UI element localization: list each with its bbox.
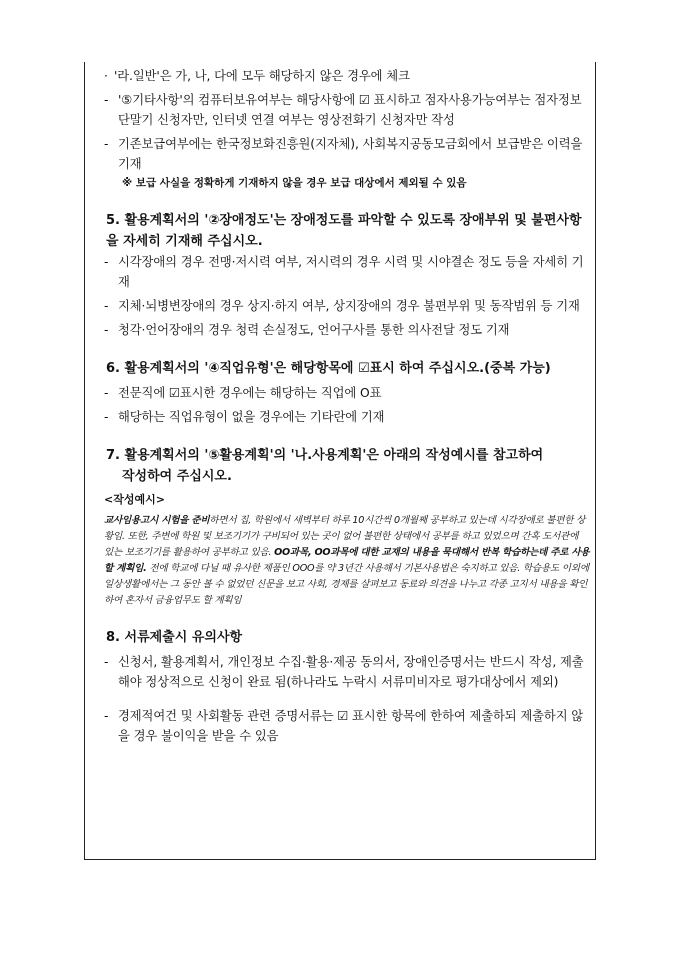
list-item: - 해당하는 직업유형이 없을 경우에는 기타란에 기재 [104, 410, 385, 424]
list-item: - 시각장애의 경우 전맹·저시력 여부, 저시력의 경우 시력 및 시야결손 정도 등을 자세히 기재 [104, 255, 584, 289]
section-6-heading: 6. 활용계획서의 '④직업유형'은 해당항목에 ☑표시 하여 주십시오.(중복 가능) [106, 361, 551, 376]
section-7-heading [104, 445, 590, 487]
list-item-text: 전문직에 ☑표시한 경우에는 해당하는 직업에 O표 [118, 386, 382, 400]
list-item-text: '라.일반'은 가, 나, 다에 모두 해당하지 않은 경우에 체크 [114, 69, 410, 83]
example-label: <작성예시> [104, 493, 165, 506]
list-item [104, 90, 590, 130]
section-5-heading: 5. 활용계획서의 '②장애정도'는 장애정도를 파악할 수 있도록 장애부위 및 불편사항을 자세히 기재해 주십시오. [106, 213, 582, 249]
list-item: - 지체·뇌병변장애의 경우 상지·하지 여부, 상지장애의 경우 불편부위 및 동작범위 등 기재 [104, 299, 580, 313]
list-item-text: 청각·언어장애의 경우 청력 손실정도, 언어구사를 통한 의사전달 정도 기재 [118, 323, 510, 337]
list-item-text: 지체·뇌병변장애의 경우 상지·하지 여부, 상지장애의 경우 불편부위 및 동작범위 등 기재 [118, 299, 580, 313]
example-paragraph [104, 513, 590, 609]
example-emphasis: OO과목, OO과목에 대한 교재의 내용을 묵대해서 반복 학습하는데 주로 사용할 계획임. [104, 547, 590, 574]
list-item: - 전문직에 ☑표시한 경우에는 해당하는 직업에 O표 [104, 386, 382, 400]
list-item-text: 기존보급여부에는 한국정보화진흥원(지자체), 사회복지공동모금회에서 보급받은 이력을 기재 [118, 137, 583, 171]
list-item: - 청각·언어장애의 경우 청력 손실정도, 언어구사를 통한 의사전달 정도 기재 [104, 323, 510, 337]
section-7-heading-line1: 7. 활용계획서의 '⑤활용계획'의 '나.사용계획'은 아래의 작성예시를 참고하여 [106, 448, 544, 463]
list-marker: - [104, 137, 109, 151]
list-item-text: '⑤기타사항'의 컴퓨터보유여부는 해당사항에 ☑ 표시하고 점자사용가능여부는 점자정보단말기 신청자만, 인터넷 연결 여부는 영상전화기 신청자만 작성 [118, 93, 582, 127]
list-item-text: 시각장애의 경우 전맹·저시력 여부, 저시력의 경우 시력 및 시야결손 정도 등을 자세히 기재 [118, 255, 584, 289]
section-7-heading-line2: 작성하여 주십시오. [122, 469, 232, 484]
list-marker: - [104, 93, 109, 107]
list-item: - 경제적여건 및 사회활동 관련 증명서류는 ☑ 표시한 항목에 한하여 제출하되 제출하지 않을 경우 불이익을 받을 수 있음 [104, 709, 584, 743]
intro-note: ※ 보급 사실을 정확하게 기재하지 않을 경우 보급 대상에서 제외될 수 있음 [122, 177, 467, 189]
example-emphasis: 교사임용고시 시험을 준비 [104, 515, 210, 526]
example-text: 하면서 집, 학원에서 새벽부터 하루 10시간씩 0개월째 공부하고 있는데 시각장애로 불편한 상황임. 또한, 주변에 학원 및 보조기기가 구비되어 있는 곳이 없어 불편한 상태에서 공부를 하고 있었으며 간혹 도서관에 있는 보조기기를 활용하여 공부하고 있음. [104, 515, 586, 558]
document-body [104, 66, 590, 746]
list-item: - 신청서, 활용계획서, 개인정보 수집·활용·제공 동의서, 장애인증명서는 반드시 작성, 제출해야 정상적으로 신청이 완료 됨(하나라도 누락시 서류미비자로 평가대상에서 제외) [104, 655, 584, 689]
example-text: 전에 학교에 다닐 때 유사한 제품인 OOO를 약 3년간 사용해서 기본사용법은 숙지하고 있음. 학습용도 이외에 일상생활에서는 그 동안 볼 수 없었던 신문을 보고 사회, 경제를 살펴보고 동료와 의견을 나누고 각종 고지서 내용을 확인하여 혼자서 금융업무도 할 계획임 [104, 563, 589, 606]
list-marker: · [104, 69, 108, 83]
list-item [104, 134, 590, 174]
list-item-text: 신청서, 활용계획서, 개인정보 수집·활용·제공 동의서, 장애인증명서는 반드시 작성, 제출해야 정상적으로 신청이 완료 됨(하나라도 누락시 서류미비자로 평가대상에서 제외) [118, 655, 584, 689]
list-item [104, 66, 590, 86]
list-item-text: 해당하는 직업유형이 없을 경우에는 기타란에 기재 [118, 410, 385, 424]
list-item-text: 경제적여건 및 사회활동 관련 증명서류는 ☑ 표시한 항목에 한하여 제출하되 제출하지 않을 경우 불이익을 받을 수 있음 [118, 709, 584, 743]
section-8-heading: 8. 서류제출시 유의사항 [106, 630, 243, 645]
